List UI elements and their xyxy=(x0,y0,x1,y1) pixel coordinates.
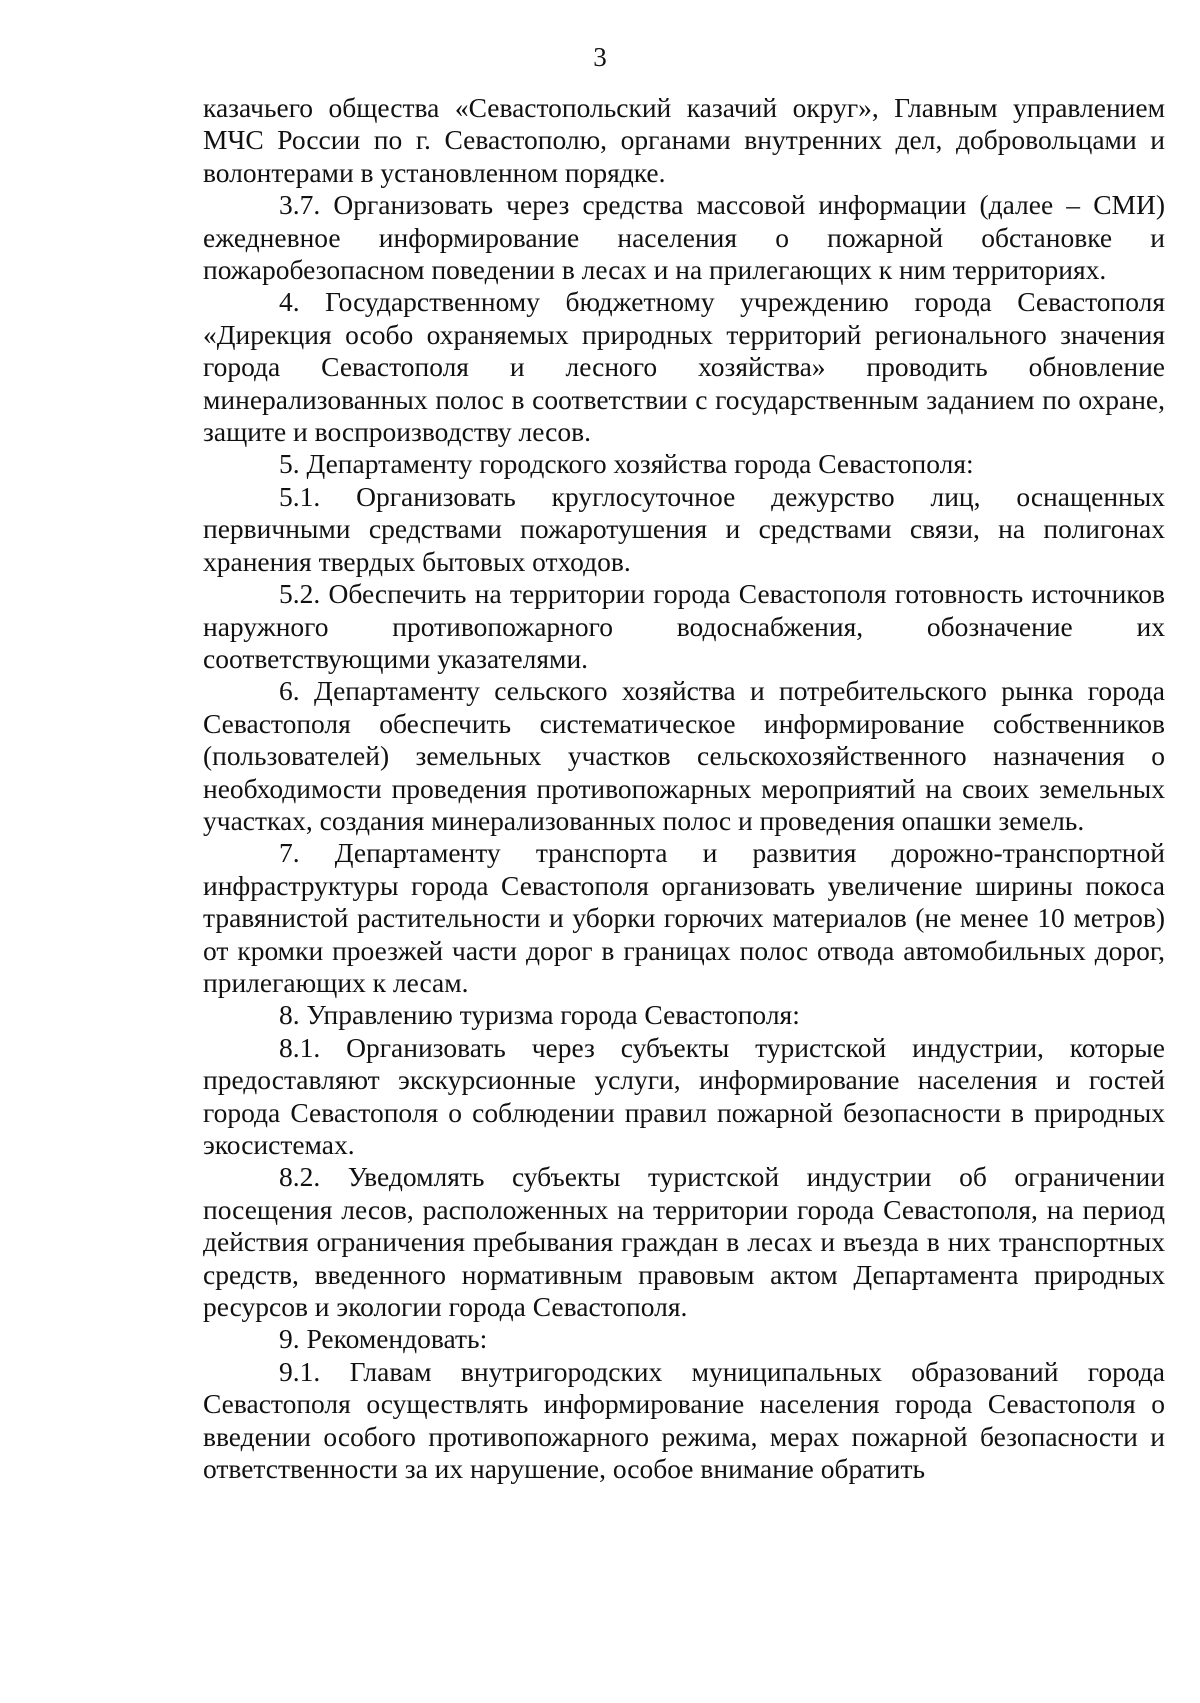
paragraph-5-2: 5.2. Обеспечить на территории города Севастополя готовность источников наружного противопожарного водоснабжения, обозначение их соответствующими указателями. xyxy=(203,578,1165,674)
document-body xyxy=(203,92,1165,1485)
paragraph-8: 8. Управлению туризма города Севастополя: xyxy=(279,999,800,1031)
paragraph-continuation: казачьего общества «Севастопольский казачий округ», Главным управлением МЧС России по г. Севастополю, органами внутренних дел, добровольцами и волонтерами в установленном порядке. xyxy=(203,92,1165,188)
paragraph-7: 7. Департаменту транспорта и развития дорожно-транспортной инфраструктуры города Севастополя организовать увеличение ширины покоса травянистой растительности и уборки горючих материалов (не менее 10 метров) от кромки проезжей части дорог в границах полос отвода автомобильных дорог, прилегающих к лесам. xyxy=(203,837,1165,998)
paragraph-9-1: 9.1. Главам внутригородских муниципальных образований города Севастополя осуществлять информирование населения города Севастополя о введении особого противопожарного режима, мерах пожарной безопасности и ответственности за их нарушение, особое внимание обратить xyxy=(203,1355,1165,1485)
paragraph-5: 5. Департаменту городского хозяйства города Севастополя: xyxy=(279,448,974,480)
paragraph-3-7: 3.7. Организовать через средства массовой информации (далее – СМИ) ежедневное информирование населения о пожарной обстановке и пожаробезопасном поведении в лесах и на прилегающих к ним территориях. xyxy=(203,189,1165,286)
paragraph-8-2: 8.2. Уведомлять субъекты туристской индустрии об ограничении посещения лесов, расположенных на территории города Севастополя, на период действия ограничения пребывания граждан в лесах и въезда в них транспортных средств, введенного нормативным правовым актом Департамента природных ресурсов и экологии города Севастополя. xyxy=(203,1161,1165,1323)
page-number: 3 xyxy=(593,42,607,72)
paragraph-8-1: 8.1. Организовать через субъекты туристской индустрии, которые предоставляют экскурсионные услуги, информирование населения и гостей города Севастополя о соблюдении правил пожарной безопасности в природных экосистемах. xyxy=(203,1031,1165,1160)
paragraph-9: 9. Рекомендовать: xyxy=(279,1323,488,1355)
paragraph-6: 6. Департаменту сельского хозяйства и потребительского рынка города Севастополя обеспечить систематическое информирование собственников (пользователей) земельных участков сельскохозяйственного назначения о необходимости проведения противопожарных мероприятий на своих земельных участках, создания минерализованных полос и проведения опашки земель. xyxy=(203,675,1165,836)
paragraph-5-1: 5.1. Организовать круглосуточное дежурство лиц, оснащенных первичными средствами пожаротушения и средствами связи, на полигонах хранения твердых бытовых отходов. xyxy=(203,480,1165,577)
paragraph-4: 4. Государственному бюджетному учреждению города Севастополя «Дирекция особо охраняемых природных территорий регионального значения города Севастополя и лесного хозяйства» проводить обновление минерализованных полос в соответствии с государственным заданием по охране, защите и воспроизводству лесов. xyxy=(203,286,1165,448)
